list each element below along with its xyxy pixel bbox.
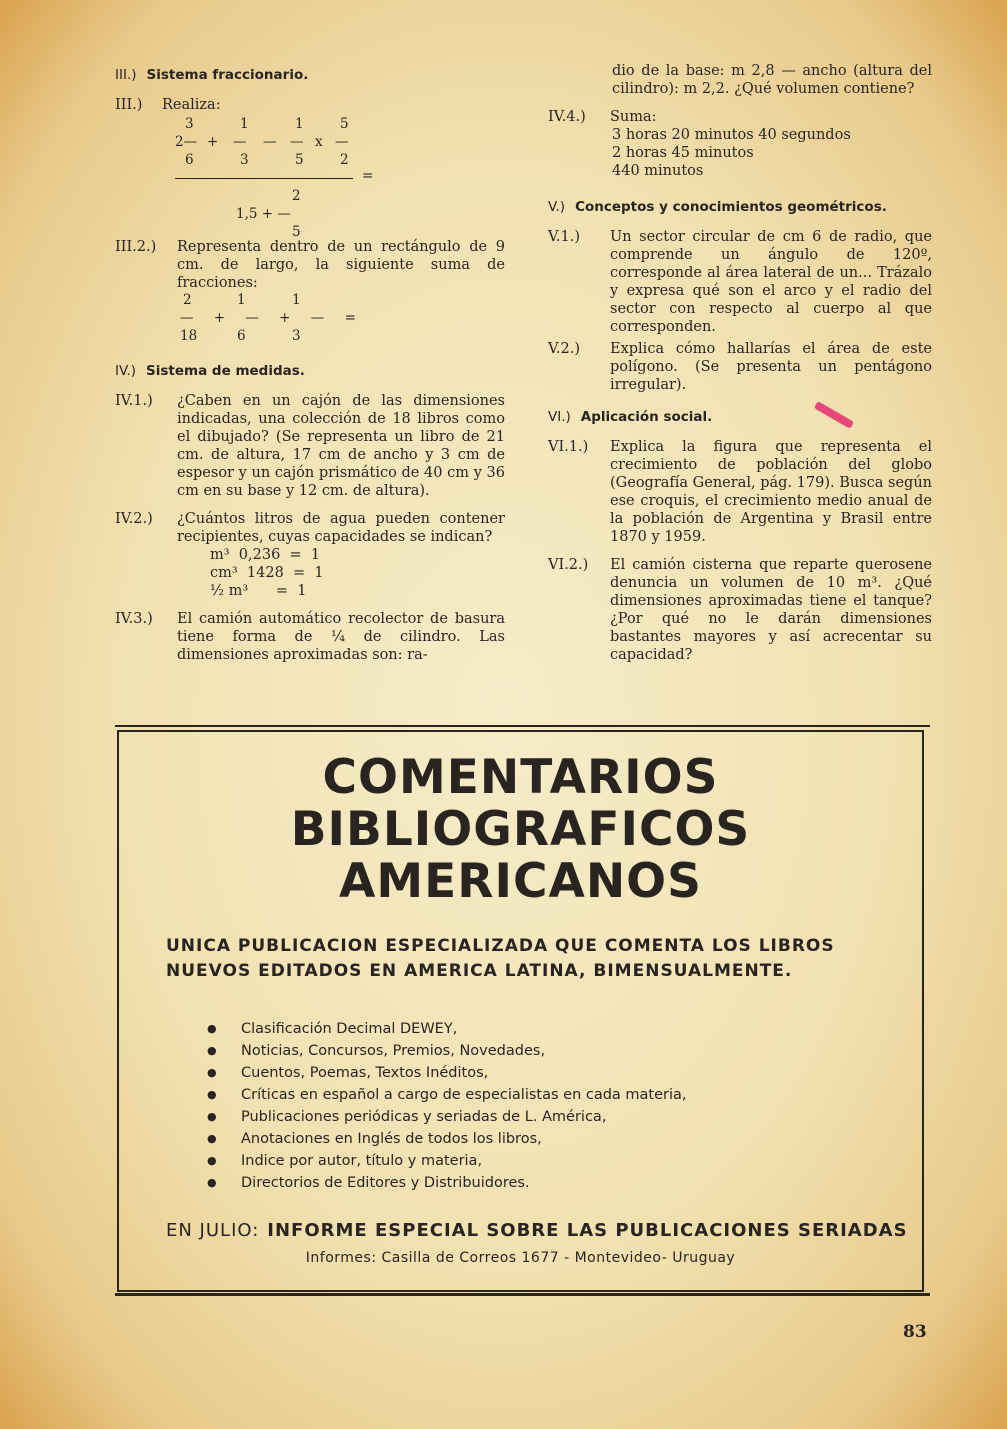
exercise-item [548, 438, 932, 546]
denominator: 18 [180, 328, 198, 344]
ad-bottom-rule [115, 1293, 930, 1296]
ad-contact-info: Informes: Casilla de Correos 1677 - Montevideo- Uruguay [305, 1250, 736, 1266]
ad-feature-list [207, 1018, 687, 1194]
right-column [548, 62, 932, 674]
time-line: 3 horas 20 minutos 40 segundos [612, 127, 851, 143]
numerator: 2 [183, 292, 192, 308]
numerator: 1 [292, 292, 301, 308]
exercise-text: ¿Cuántos litros de agua pueden contener recipientes, cuyas capacidades se indican? [177, 511, 505, 545]
time-sum-list [612, 126, 932, 180]
exercise-number: VI.1.) [548, 439, 589, 455]
ad-footer-label: EN JULIO: [166, 1220, 260, 1241]
numerator: 5 [340, 116, 349, 132]
main-fraction-line [175, 178, 353, 179]
exercise-text: Explica cómo hallarías el área de este polígono. (Se presenta un pentágono irregular). [610, 341, 932, 393]
fraction-sum [180, 292, 505, 348]
volume-list [210, 546, 505, 600]
exercise-item [548, 340, 932, 394]
exercise-number: IV.1.) [115, 393, 153, 409]
exercise-number: V.2.) [548, 341, 581, 357]
exercise-text: Representa dentro de un rectángulo de 9 cm. de largo, la siguiente suma de fracciones: [177, 239, 505, 291]
equals-sign: = [362, 168, 374, 184]
section-heading [115, 362, 505, 380]
denominator: 5 [295, 152, 304, 168]
advertisement-box [117, 730, 924, 1292]
fraction-bar: — [290, 134, 304, 150]
operators: — + — + — = [180, 310, 364, 326]
exercise-item [115, 238, 505, 292]
exercise-text: Explica la figura que representa el crecimiento de población del globo (Geografía General, pág. 179). Busca según ese croquis, el crecimiento medio anual de la población de Argentina y Brasil entre 1870 y 1959. [610, 439, 932, 545]
list-item: ● Noticias, Concursos, Premios, Novedades, [207, 1040, 687, 1062]
exercise-item [548, 108, 932, 126]
section-title: Conceptos y conocimientos geométricos. [575, 199, 887, 215]
fraction-bar: — [233, 134, 247, 150]
ad-title-line: COMENTARIOS [322, 750, 719, 805]
section-heading [548, 198, 932, 216]
exercise-text: Un sector circular de cm 6 de radio, que comprende un ángulo de 120º, corresponde al área lateral de un... Trázalo y expresa qué son el arco y el radio del sector con respecto al cuerpo al que corresponden. [610, 229, 932, 335]
exercise-number: V.1.) [548, 229, 581, 245]
exercise-number: VI.2.) [548, 557, 589, 573]
exercise-text: El camión cisterna que reparte querosene denuncia un volumen de 10 m³. ¿Qué dimensiones aproximadas tiene el tanque? ¿Por qué no le darán dimensiones bastantes mayores y así acrecentar su capacidad? [610, 557, 932, 663]
ad-subtitle-line: UNICA PUBLICACION ESPECIALIZADA QUE COMENTA LOS LIBROS [166, 936, 835, 956]
numerator: 1 [237, 292, 246, 308]
exercise-text: El camión automático recolector de basura tiene forma de ¼ de cilindro. Las dimensiones aproximadas son: ra- [177, 611, 505, 663]
exercise-text: Realiza: [162, 97, 221, 113]
exercise-item [115, 96, 505, 114]
exercise-number: IV.3.) [115, 611, 153, 627]
time-line: 2 horas 45 minutos [612, 145, 754, 161]
fraction-bar: — [335, 134, 349, 150]
ad-title [119, 752, 922, 908]
section-heading [548, 408, 932, 426]
section-title: Aplicación social. [580, 409, 713, 425]
left-column [115, 62, 505, 674]
list-item: ● Cuentos, Poemas, Textos Inéditos, [207, 1062, 687, 1084]
numerator: 1 [295, 116, 304, 132]
ad-subtitle [166, 934, 886, 984]
fraction-bar: 2— [175, 134, 198, 150]
ad-title-line: BIBLIOGRAFICOS [290, 802, 751, 857]
exercise-number: IV.4.) [548, 109, 586, 125]
fraction-bar: — [263, 134, 277, 150]
numerator: 3 [185, 116, 194, 132]
exercise-item [115, 610, 505, 664]
denominator: 3 [240, 152, 249, 168]
operator: + [207, 134, 219, 150]
fraction-expression [170, 116, 505, 240]
list-item: ● Indice por autor, título y materia, [207, 1150, 687, 1172]
section-heading [115, 66, 505, 84]
page-number: 83 [903, 1322, 927, 1342]
section-title: Sistema de medidas. [146, 363, 305, 379]
exercise-number: III.2.) [115, 239, 157, 255]
exercise-text: ¿Caben en un cajón de las dimensiones indicadas, una colección de 18 libros como el dibujado? (Se representa un libro de 21 cm. de altura, 17 cm de ancho y 3 cm de espesor y un cajón prismático de 40 cm y 36 cm en su base y 12 cm. de altura). [177, 393, 505, 499]
volume-line: ½ m³ = 1 [210, 583, 307, 599]
volume-line: m³ 0,236 = 1 [210, 547, 321, 563]
ad-subtitle-line: NUEVOS EDITADOS EN AMERICA LATINA, BIMENSUALMENTE. [166, 961, 793, 981]
denominator: 6 [237, 328, 246, 344]
operator: x [315, 134, 323, 150]
denominator: 2 [340, 152, 349, 168]
section-number: III.) [115, 67, 137, 83]
time-line: 440 minutos [612, 163, 704, 179]
section-number: V.) [548, 199, 566, 215]
list-item: ● Críticas en español a cargo de especialistas en cada materia, [207, 1084, 687, 1106]
denominator: 3 [292, 328, 301, 344]
section-number: IV.) [115, 363, 137, 379]
exercise-item [548, 228, 932, 336]
section-number: VI.) [548, 409, 571, 425]
volume-line: cm³ 1428 = 1 [210, 565, 324, 581]
list-item: ● Anotaciones en Inglés de todos los libros, [207, 1128, 687, 1150]
denominator: 6 [185, 152, 194, 168]
denominator-expression: 1,5 + — [236, 206, 291, 222]
list-item: ● Directorios de Editores y Distribuidores. [207, 1172, 687, 1194]
section-title: Sistema fraccionario. [146, 67, 309, 83]
ad-title-line: AMERICANOS [339, 854, 702, 909]
denominator: 5 [292, 224, 301, 240]
list-item: ● Publicaciones periódicas y seriadas de L. América, [207, 1106, 687, 1128]
exercise-number: III.) [115, 97, 143, 113]
exercise-item [115, 510, 505, 546]
exercise-item [548, 556, 932, 664]
list-item: ● Clasificación Decimal DEWEY, [207, 1018, 687, 1040]
numerator: 1 [240, 116, 249, 132]
exercise-item [115, 392, 505, 500]
ad-top-rule [115, 725, 930, 727]
ad-footer [166, 1220, 908, 1241]
exercise-number: IV.2.) [115, 511, 153, 527]
continued-text: dio de la base: m 2,8 — ancho (altura del cilindro): m 2,2. ¿Qué volumen contiene? [612, 63, 932, 97]
exercise-text: Suma: [610, 109, 657, 125]
ad-footer-headline: INFORME ESPECIAL SOBRE LAS PUBLICACIONES SERIADAS [267, 1220, 908, 1241]
numerator: 2 [292, 188, 301, 204]
